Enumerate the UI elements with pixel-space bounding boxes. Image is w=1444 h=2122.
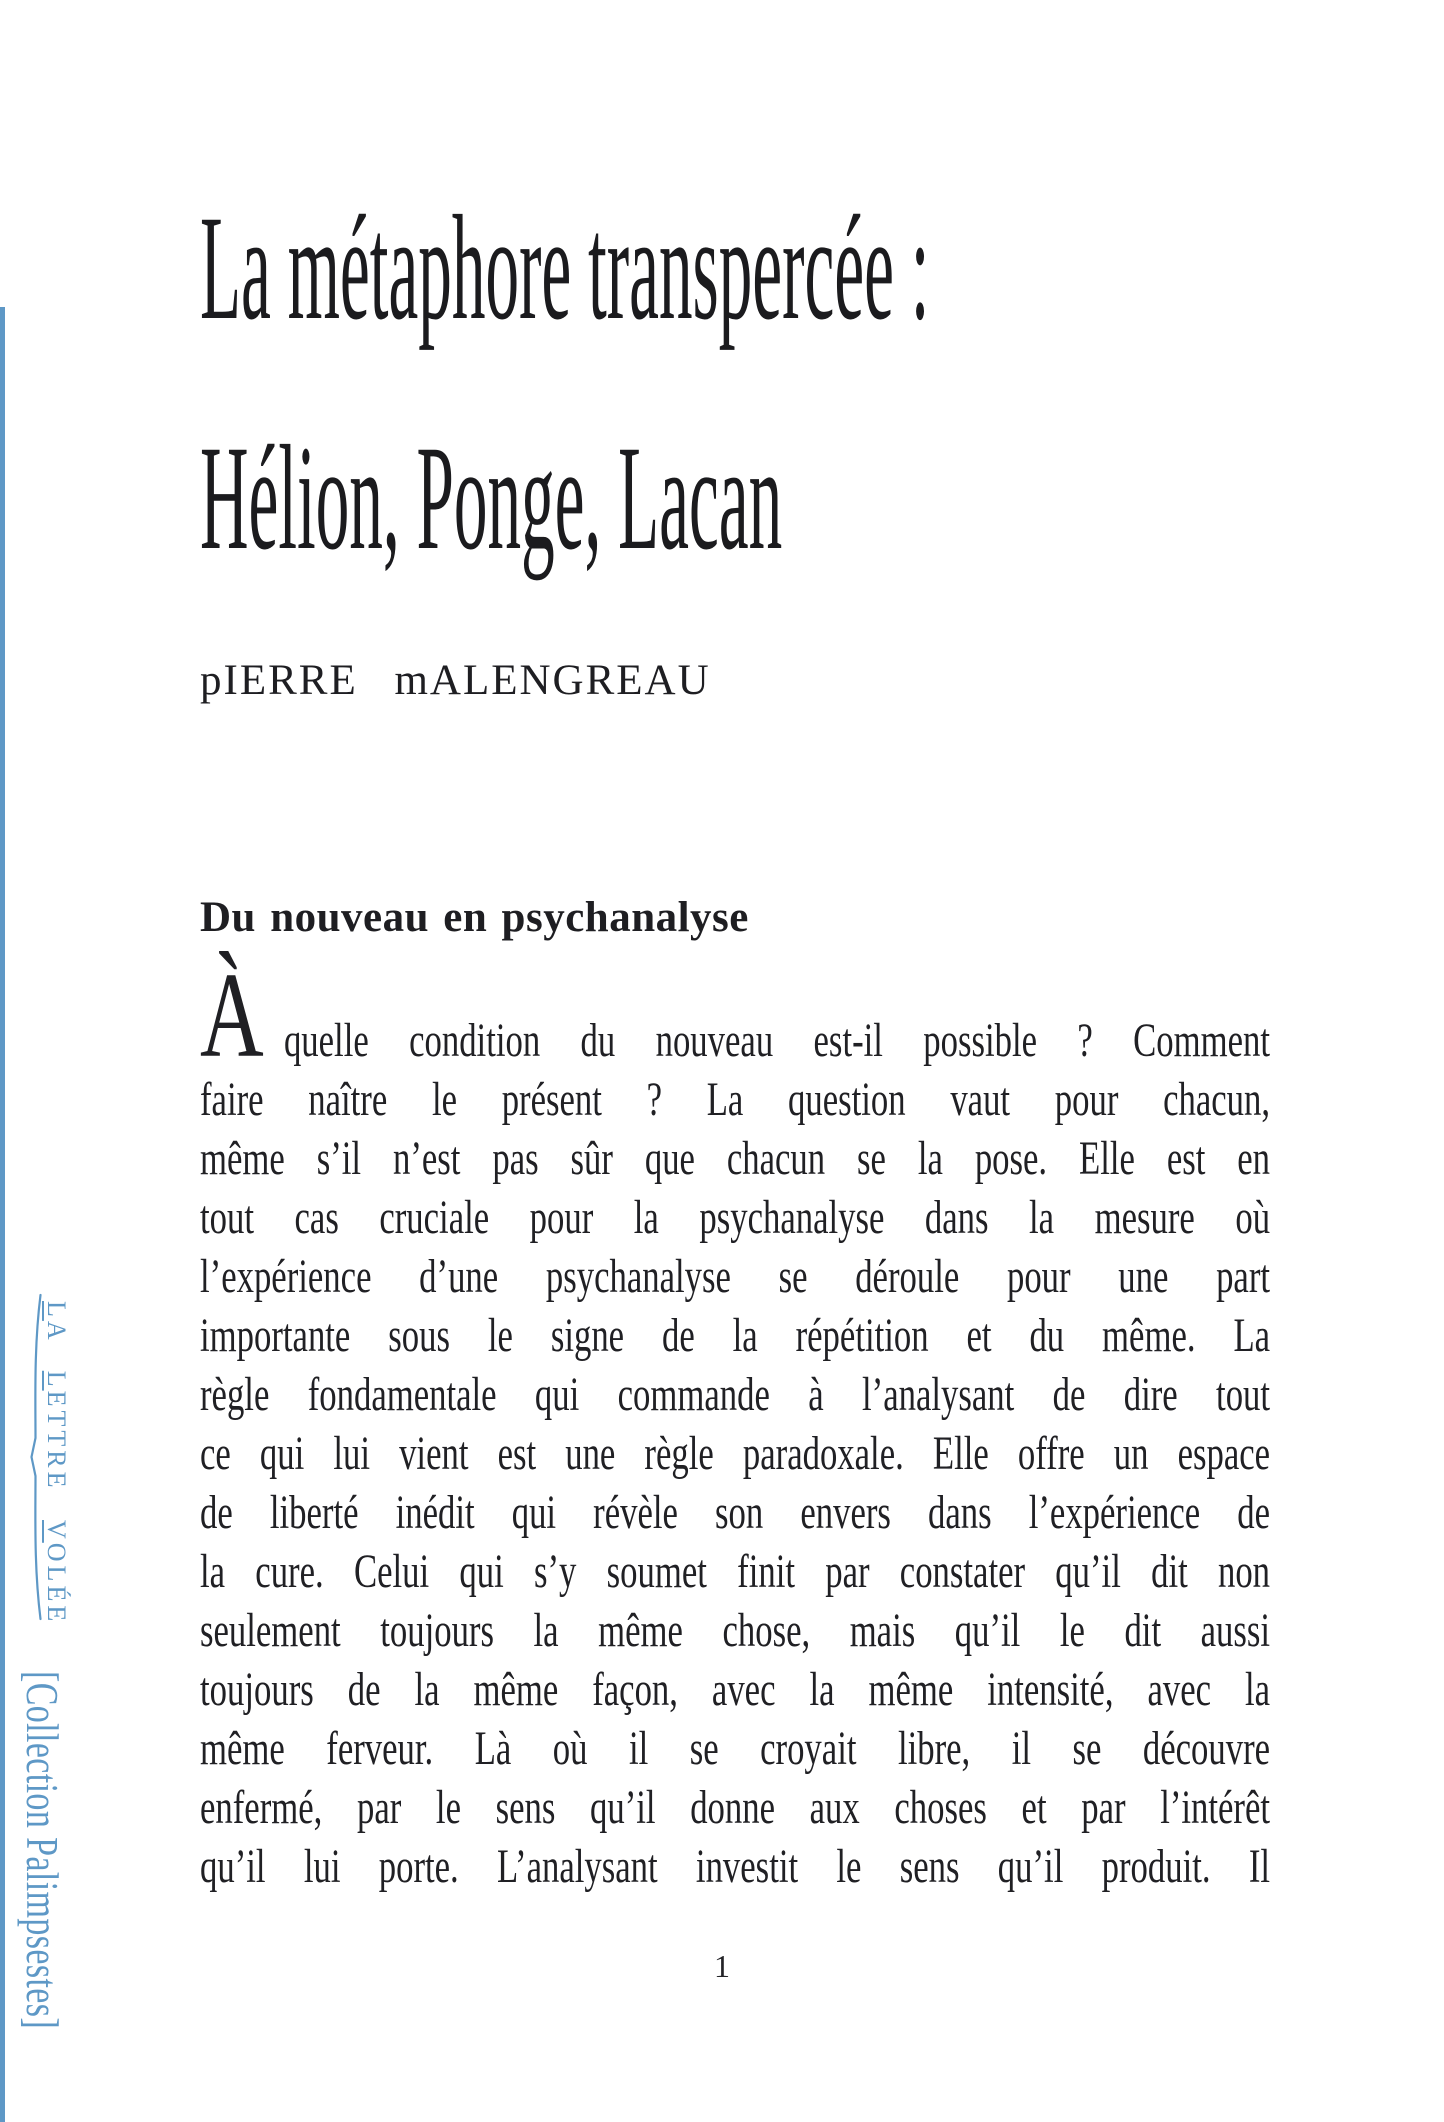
imprint-word-rest: OLÉE [42, 1542, 71, 1626]
author-first-name [200, 657, 358, 704]
imprint-initial: V [42, 1520, 71, 1543]
section-heading: Du nouveau en psychanalyse [200, 894, 749, 941]
body-line: règle fondamentale qui commande à l’analysant de dire tout [200, 1368, 1271, 1421]
imprint-initial: L [42, 1370, 71, 1391]
author-initial: p [200, 657, 224, 704]
imprint-word-rest: ETTRE [42, 1390, 71, 1492]
left-accent-rule [0, 307, 5, 2122]
body-line: qu’il lui porte. L’analysant investit le sens qu’il produit. Il [200, 1840, 1271, 1893]
body-line [200, 948, 1271, 1083]
publisher-imprint-vertical [41, 1301, 71, 1625]
body-line: même s’il n’est pas sûr que chacun se la pose. Elle est en [200, 1132, 1271, 1185]
body-line: enfermé, par le sens qu’il donne aux choses et par l’intérêt [200, 1781, 1271, 1834]
body-line: l’expérience d’une psychanalyse se déroule pour une part [200, 1250, 1271, 1303]
chapter-title-line2: Hélion, Ponge, Lacan [200, 415, 783, 581]
imprint-word-rest: A [42, 1320, 71, 1343]
body-line: la cure. Celui qui s’y soumet finit par constater qu’il dit non [200, 1545, 1271, 1598]
page-number: 1 [714, 1948, 730, 1984]
body-line: importante sous le signe de la répétition et du même. La [200, 1309, 1271, 1362]
imprint-word [42, 1520, 71, 1625]
imprint-word [42, 1371, 71, 1492]
body-line: de liberté inédit qui révèle son envers dans l’expérience de [200, 1486, 1271, 1539]
chapter-title [200, 153, 962, 613]
body-line: même ferveur. Là où il se croyait libre, il se découvre [200, 1722, 1271, 1775]
body-line: toujours de la même façon, avec la même intensité, avec la [200, 1663, 1271, 1716]
body-line: seulement toujours la même chose, mais qu’il le dit aussi [200, 1604, 1271, 1657]
author-last-name [394, 657, 710, 704]
author-initial: m [394, 657, 430, 704]
body-line: tout cas cruciale pour la psychanalyse dans la mesure où [200, 1191, 1271, 1244]
body-line-text: quelle condition du nouveau est-il possible ? Comment [283, 1014, 1271, 1067]
body-text [200, 948, 1271, 1896]
body-line: ce qui lui vient est une règle paradoxale. Elle offre un espace [200, 1427, 1271, 1480]
imprint-initial: L [42, 1301, 71, 1321]
imprint-word [42, 1301, 71, 1342]
author-name-rest: IERRE [223, 657, 358, 704]
author-name [200, 657, 711, 705]
collection-label-vertical: [Collection Palimpsestes] [17, 1671, 68, 2030]
chapter-title-line1: La métaphore transpercée : [200, 185, 930, 351]
dropcap-letter: À [200, 948, 264, 1083]
author-name-rest: ALENGREAU [429, 657, 711, 704]
body-line: faire naître le présent ? La question vaut pour chacun, [200, 1073, 1271, 1126]
